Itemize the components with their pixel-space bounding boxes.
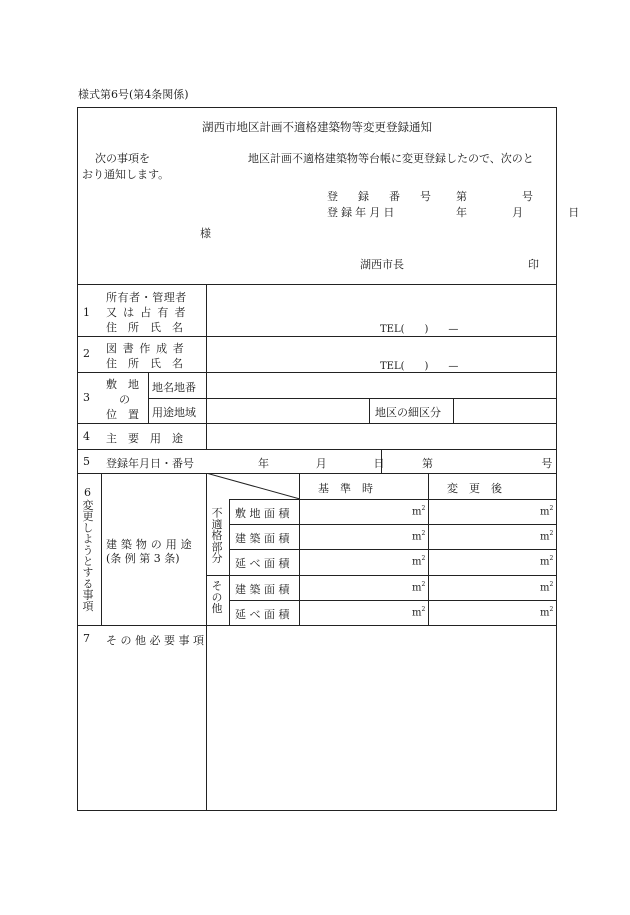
row3-zone-label: 用途地域 <box>152 406 196 419</box>
issuer-name: 湖西市長 <box>360 258 404 271</box>
row2-label-line2: 住 所 氏 名 <box>106 357 183 370</box>
row5-number-value: 第 号 <box>422 457 559 470</box>
row3-label-c: 位 置 <box>106 408 139 421</box>
intro-right: 地区計画不適格建築物等台帳に変更登録したので、次のと <box>248 152 534 165</box>
row6-group-nonconforming: 不適格部分 <box>210 507 223 564</box>
row5-number: 5 <box>83 455 90 468</box>
row6-group-other: その他 <box>210 580 223 614</box>
registration-date-value: 年 月 日 <box>456 206 587 219</box>
row4-label: 主 要 用 途 <box>106 432 183 445</box>
row6-item-floor-area: 延 べ 面 積 <box>235 557 290 570</box>
row6-col-after: 変 更 後 <box>447 482 502 495</box>
registration-number-label: 登 録 番 号 <box>327 190 440 203</box>
diagonal-header-line <box>206 473 300 500</box>
row1-tel: TEL( ) — <box>380 324 459 335</box>
unit-m2: $m^2$ <box>412 581 426 594</box>
row3-subdivision-label: 地区の細区分 <box>375 406 441 419</box>
unit-m2: $m^2$ <box>540 555 554 568</box>
unit-m2: $m^2$ <box>412 555 426 568</box>
unit-m2: $m^2$ <box>412 505 426 518</box>
registration-number-value: 第 号 <box>456 190 533 203</box>
unit-m2: $m^2$ <box>540 505 554 518</box>
row6-item-building-area: 建 築 面 積 <box>235 532 290 545</box>
unit-m2: $m^2$ <box>540 581 554 594</box>
intro-line2: おり通知します。 <box>82 168 170 181</box>
row6-use-line1: 建 築 物 の 用 途 <box>106 538 192 551</box>
intro-left: 次の事項を <box>95 152 150 165</box>
row3-label-b: の <box>119 393 130 406</box>
row7-label: そ の 他 必 要 事 項 <box>106 634 204 647</box>
unit-m2: $m^2$ <box>540 530 554 543</box>
row5-label: 登録年月日・番号 <box>106 457 194 470</box>
unit-m2: $m^2$ <box>412 530 426 543</box>
seal-mark: 印 <box>528 258 539 271</box>
row7-number: 7 <box>83 632 90 645</box>
row1-label-line3: 住 所 氏 名 <box>106 321 183 334</box>
row6-item-other-floor-area: 延 べ 面 積 <box>235 608 290 621</box>
row3-lot-label: 地名地番 <box>152 381 196 394</box>
row3-label-a: 敷 地 <box>106 378 139 391</box>
row1-label-line1: 所有者・管理者 <box>106 291 187 304</box>
row2-label-line1: 図 書 作 成 者 <box>106 342 185 355</box>
addressee-suffix: 様 <box>200 227 211 240</box>
row2-number: 2 <box>83 347 90 360</box>
row6-side-label: 6変更しようとする事項 <box>81 486 94 612</box>
row4-number: 4 <box>83 430 90 443</box>
document-title: 湖西市地区計画不適格建築物等変更登録通知 <box>202 120 432 134</box>
form-number-label: 様式第6号(第4条関係) <box>78 88 189 101</box>
row6-col-base: 基 準 時 <box>318 482 373 495</box>
row6-use-line2: (条 例 第 3 条) <box>106 552 180 565</box>
row6-item-site-area: 敷 地 面 積 <box>235 507 290 520</box>
unit-m2: $m^2$ <box>540 606 554 619</box>
row5-date: 年 月 日 <box>258 457 393 470</box>
row1-label-line2: 又 は 占 有 者 <box>106 306 187 319</box>
row6-item-other-building-area: 建 築 面 積 <box>235 583 290 596</box>
row2-tel: TEL( ) — <box>380 361 459 372</box>
unit-m2: $m^2$ <box>412 606 426 619</box>
registration-date-label: 登録年月日 <box>327 206 398 219</box>
row3-number: 3 <box>83 391 90 404</box>
row1-number: 1 <box>83 306 90 319</box>
